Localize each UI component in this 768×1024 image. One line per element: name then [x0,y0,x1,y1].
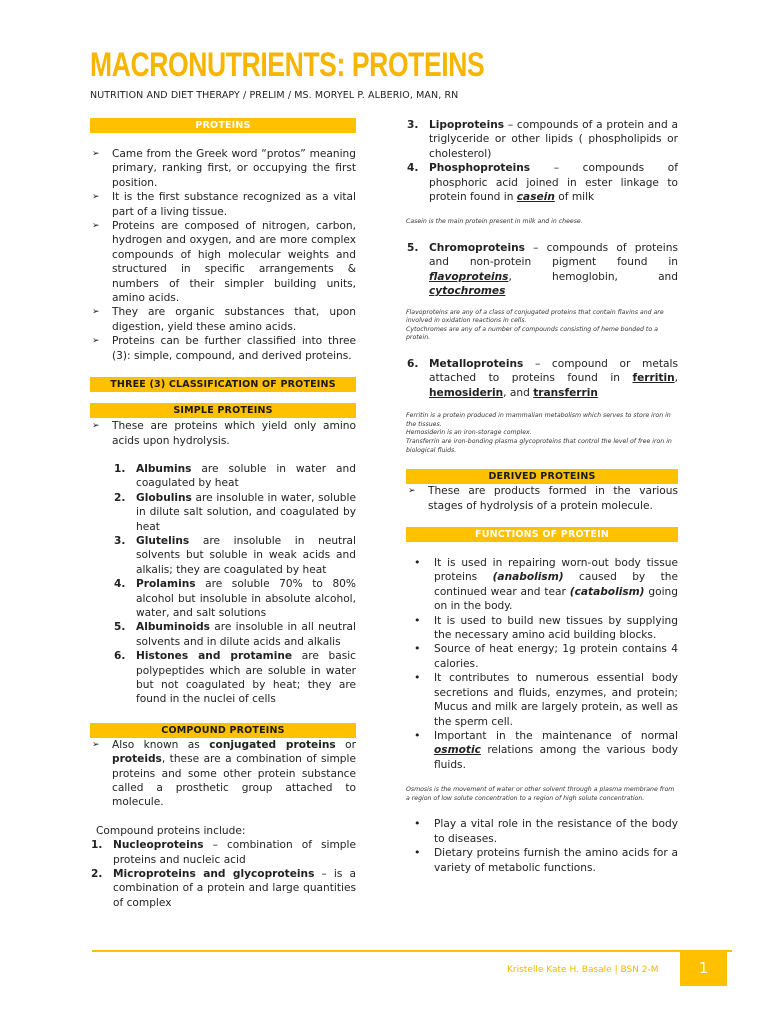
list-item-text: Proteins can be further classified into three (3): simple, compound, and derived proteins. [112,335,356,362]
arrow-bullet-icon: ➢ [408,486,416,497]
text: It is used in repairing worn-out body tissue proteins [434,557,678,584]
list-item [406,614,678,643]
item-number: 2. [91,868,103,881]
term: Histones and protamine [136,650,293,663]
list-item [406,118,678,161]
compound-intro-list [90,738,356,810]
proteins-list [90,147,356,363]
definition: are insoluble in neutral solvents but soluble in weak acids and alkalis; they are coagulated by heat [136,534,356,576]
text: Also known as [112,738,210,751]
list-item [90,620,356,649]
list-item-text: These are products formed in the various stages of hydrolysis of a protein molecule. [428,485,678,512]
definition: are soluble in water and coagulated by heat [136,462,356,490]
item-number: 5. [407,242,419,255]
list-item-text: Came from the Greek word “protos” meaning primary, ranking first, or occupying the first position. [112,148,356,189]
definition: , [674,372,678,385]
page-subtitle: NUTRITION AND DIET THERAPY / PRELIM / MS. MORYEL P. ALBERIO, MAN, RN [90,90,459,101]
keyword: hemosiderin [429,386,504,399]
list-item [406,556,678,614]
section-heading-derived-proteins: DERIVED PROTEINS [406,469,678,484]
list-item [90,649,356,707]
item-number: 6. [407,358,419,371]
list-item-text: Dietary proteins furnish the amino acids for a variety of metabolic functions. [434,847,678,874]
left-column [90,118,356,910]
list-item [90,838,356,867]
list-item-text: These are proteins which yield only amino acids upon hydrolysis. [112,420,356,447]
definition: – compound or metals attached to proteins found in [429,358,678,385]
section-heading-compound-proteins: COMPOUND PROTEINS [90,723,356,738]
definition: are basic polypeptides which are soluble in water but not coagulated by heat; they are found in the nuclei of cells [136,650,356,706]
definition: – compounds of phosphoric acid joined in ester linkage to protein found in [429,162,678,204]
bullet-icon: • [414,728,421,742]
item-number: 2. [114,491,126,504]
term: Glutelins [136,534,190,547]
term: Prolamins [136,578,196,591]
list-item [406,161,678,204]
footnote-iron [406,412,678,455]
item-number: 1. [91,839,103,852]
list-item-text: They are organic substances that, upon digestion, yield these amino acids. [112,306,356,333]
list-item [90,147,356,190]
definition: – compounds of a protein and a triglyceride or other lipids ( phospholipids or cholesterol) [429,119,678,160]
list-item [90,491,356,534]
arrow-bullet-icon: ➢ [92,149,100,159]
text: going on in the body. [434,585,678,613]
footnote-line: Ferritin is a protein produced in mammalian metabolism which serves to store iron in the tissues. [406,412,671,428]
list-item [90,219,356,305]
footnote-casein: Casein is the main protein present in milk and in cheese. [406,218,583,226]
list-item-text: It contributes to numerous essential body secretions and fluids, enzymes, and protein; Mucus and milk are largely protein, as well as the sperm cell. [434,672,678,728]
keyword: casein [516,191,555,204]
list-item [90,419,356,448]
footnote-osmosis: Osmosis is the movement of water or other solvent through a plasma membrane from a region of low solute concentration to a region of high solute concentration. [406,786,675,802]
item-number: 5. [114,621,126,634]
footer-divider [92,950,732,952]
text: caused by the continued wear and tear [434,571,678,598]
list-item-text: Play a vital role in the resistance of the body to diseases. [434,818,678,845]
term: Nucleoproteins [113,839,204,852]
term: Metalloproteins [429,358,524,371]
list-item [90,534,356,577]
definition: – is a combination of a protein and large quantities of complex [113,868,356,909]
list-item-text: It is the first substance recognized as a vital part of a living tissue. [112,191,356,218]
footnote-line: Hemosiderin is an iron-storage complex. [406,429,532,437]
text: or [335,738,357,751]
page-title: MACRONUTRIENTS: PROTEINS [90,46,485,84]
list-item [90,867,356,910]
bullet-icon: • [414,642,421,656]
section-heading-classification: THREE (3) CLASSIFICATION OF PROTEINS [90,377,356,392]
list-item-text: It is used to build new tissues by supplying the necessary amino acid building blocks. [434,614,678,642]
term: Chromoproteins [429,242,525,255]
bullet-icon: • [414,846,421,860]
keyword: transferrin [533,386,598,399]
term: Microproteins and glycoproteins [113,868,315,881]
section-heading-functions: FUNCTIONS OF PROTEIN [406,527,678,542]
list-item [90,738,356,810]
term: conjugated proteins [209,738,336,751]
list-item [90,577,356,620]
bullet-icon: • [414,556,421,570]
list-item [406,241,678,299]
definition: are insoluble in all neutral solvents and in dilute acids and alkalis [136,621,356,648]
list-item [90,462,356,491]
item-number: 1. [114,462,126,475]
keyword: ferritin [632,372,675,385]
definition: of milk [554,191,595,204]
text: Important in the maintenance of normal [434,729,678,742]
list-item [406,817,678,846]
definition: – combination of simple proteins and nucleic acid [113,839,356,866]
footnote-flavoproteins [406,309,678,343]
arrow-bullet-icon: ➢ [92,192,100,203]
section-heading-simple-proteins: SIMPLE PROTEINS [90,403,356,418]
item-number: 3. [407,119,419,131]
arrow-bullet-icon: ➢ [92,421,100,432]
term: proteids [112,753,162,766]
definition: – compounds of proteins and non-protein pigment found in [429,242,678,269]
definition: are insoluble in water, soluble in dilute salt solution, and coagulated by heat [136,491,356,533]
functions-list [406,556,678,772]
keyword: cytochromes [429,285,506,298]
footer-author: Kristelle Kate H. Basale | BSN 2-M [507,965,659,975]
definition: , and [503,386,534,399]
list-item [406,671,678,729]
term: Albuminoids [136,621,210,634]
list-item [406,357,678,400]
keyword: (anabolism) [492,571,564,584]
page-number: 1 [680,950,727,986]
term: Globulins [136,491,192,504]
list-item-text: Proteins are composed of nitrogen, carbon, hydrogen and oxygen, and are more complex compounds of high molecular weights and structured in specific arrangements & numbers of their simpler building units, amino acids. [112,220,356,305]
text: , these are a combination of simple proteins and some other protein substance called a prosthetic group attached to molecule. [112,753,356,809]
list-item [90,190,356,219]
term: Lipoproteins [429,119,505,131]
list-item [406,484,678,513]
compound-include-label: Compound proteins include: [96,824,246,837]
right-column [406,118,678,875]
definition: , hemoglobin, and [508,270,678,283]
keyword: flavoproteins [429,270,509,283]
item-number: 3. [114,534,126,547]
text: relations among the various body fluids. [434,744,678,771]
compound-proteins-list-6 [406,357,678,400]
compound-proteins-list [90,838,356,910]
keyword: osmotic [434,744,481,757]
functions-list-continued [406,817,678,875]
arrow-bullet-icon: ➢ [92,307,100,318]
compound-proteins-list-continued [406,118,678,204]
footnote-line: Flavoproteins are any of a class of conjugated proteins that contain flavins and are involved in oxidation reactions in cells. [406,308,664,325]
item-number: 4. [407,162,419,175]
arrow-bullet-icon: ➢ [92,221,100,232]
derived-list [406,484,678,513]
footnote-line: Transferrin are iron-bonding plasma glycoproteins that control the level of free iron in biological fluids. [406,438,672,454]
keyword: (catabolism) [569,585,645,598]
list-item [90,305,356,334]
bullet-icon: • [414,817,421,831]
term: Albumins [136,462,192,475]
section-heading-proteins: PROTEINS [90,118,356,133]
list-item [90,334,356,363]
item-number: 6. [114,650,126,663]
simple-intro-list [90,419,356,448]
list-item-text: Source of heat energy; 1g protein contains 4 calories. [434,643,678,670]
list-item [406,729,678,772]
compound-proteins-list-5 [406,241,678,299]
simple-proteins-list [90,462,356,707]
definition: are soluble 70% to 80% alcohol but insoluble in absolute alcohol, water, and salt solutions [136,578,356,619]
arrow-bullet-icon: ➢ [92,739,100,750]
item-number: 4. [114,578,126,591]
list-item [406,642,678,671]
bullet-icon: • [414,671,421,685]
bullet-icon: • [414,613,421,627]
footnote-line: Cytochromes are any of a number of compounds consisting of heme bonded to a protein. [406,325,658,342]
list-item [406,846,678,875]
term: Phosphoproteins [429,162,531,175]
arrow-bullet-icon: ➢ [92,336,100,347]
